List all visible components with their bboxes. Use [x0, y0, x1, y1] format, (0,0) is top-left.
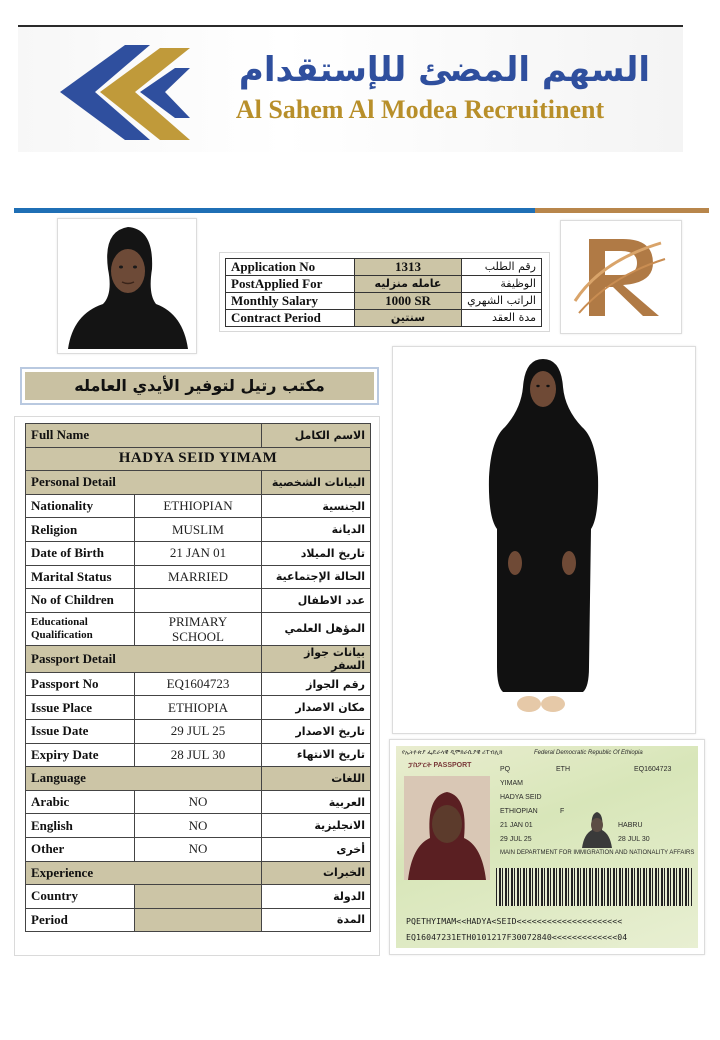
application-table: [225, 258, 542, 327]
passport-photo: [404, 776, 490, 880]
issue-date-label-ar: تاريخ الاصدار: [262, 719, 371, 743]
issue-place-label: Issue Place: [26, 696, 135, 720]
country-value: [135, 885, 262, 909]
monthly-salary-label-ar: الراتب الشهري: [462, 293, 542, 310]
logo-arabic-text: السهم المضئ للإستقدام: [238, 50, 650, 90]
passport-birth-place: HABRU: [618, 822, 643, 829]
passport-mrz-line1: PQETHYIMAM<<HADYA<SEID<<<<<<<<<<<<<<<<<<<<<: [406, 916, 623, 926]
education-label: [26, 612, 135, 645]
contract-period-label: Contract Period: [226, 310, 355, 327]
issue-date-label: Issue Date: [26, 719, 135, 743]
passport-no-label-ar: رقم الجواز: [262, 672, 371, 696]
marital-value: MARRIED: [135, 565, 262, 589]
table-row: [26, 743, 371, 767]
marital-label-ar: الحالة الإجتماعية: [262, 565, 371, 589]
full-name-label: Full Name: [26, 424, 262, 448]
office-title: مكتب رتيل لتوفير الأيدي العامله: [20, 367, 379, 405]
applicant-portrait: [57, 218, 197, 354]
table-row: [26, 814, 371, 838]
other-label-ar: أخرى: [262, 837, 371, 861]
issue-place-label-ar: مكان الاصدار: [262, 696, 371, 720]
passport-number: EQ1604723: [634, 766, 672, 773]
contract-period-label-ar: مدة العقد: [462, 310, 542, 327]
passport-type: PQ: [500, 766, 511, 773]
table-row: [26, 541, 371, 565]
applicant-full-body: [392, 346, 696, 734]
passport-expiry-date: 28 JUL 30: [618, 836, 650, 843]
table-row: [226, 293, 542, 310]
dob-label-ar: تاريخ الميلاد: [262, 541, 371, 565]
period-label-ar: المدة: [262, 908, 371, 932]
application-no-label: Application No: [226, 259, 355, 276]
period-value: [135, 908, 262, 932]
table-row: [26, 518, 371, 542]
personal-section-row: [26, 471, 371, 495]
post-applied-value: عامله منزليه: [355, 276, 462, 293]
full-name-row: [26, 447, 371, 471]
religion-value: MUSLIM: [135, 518, 262, 542]
application-no-label-ar: رقم الطلب: [462, 259, 542, 276]
nationality-label: Nationality: [26, 494, 135, 518]
passport-section-row: [26, 645, 371, 672]
english-label-ar: الانجليزية: [262, 814, 371, 838]
table-row: [26, 672, 371, 696]
passport-no-label: Passport No: [26, 672, 135, 696]
monthly-salary-value: 1000 SR: [355, 293, 462, 310]
education-value-line2: SCHOOL: [171, 628, 224, 644]
expiry-date-label: Expiry Date: [26, 743, 135, 767]
table-row: [226, 310, 542, 327]
table-row: [26, 908, 371, 932]
full-name-header-row: [26, 424, 371, 448]
passport-given-names: HADYA SEID: [500, 794, 542, 801]
expiry-date-value: 28 JUL 30: [135, 743, 262, 767]
table-row: [26, 837, 371, 861]
marital-label: Marital Status: [26, 565, 135, 589]
experience-section-row: [26, 861, 371, 885]
r-logo-icon: [561, 221, 681, 333]
expiry-date-label-ar: تاريخ الانتهاء: [262, 743, 371, 767]
other-label: Other: [26, 837, 135, 861]
experience-section-label-ar: الخبرات: [262, 861, 371, 885]
english-label: English: [26, 814, 135, 838]
passport-header-amharic: የኢትዮጵያ ፌዴራላዊ ዲሞክራሲያዊ ሪፐብሊክ: [402, 750, 503, 756]
passport-data-page: [396, 746, 698, 948]
children-label: No of Children: [26, 589, 135, 613]
table-row: [26, 719, 371, 743]
table-row: [26, 790, 371, 814]
dob-label: Date of Birth: [26, 541, 135, 565]
passport-header-english: Federal Democratic Republic Of Ethiopia: [534, 750, 643, 756]
passport-section-label-ar: بيانات جواز السفر: [262, 645, 371, 672]
contract-period-value: سنتين: [355, 310, 462, 327]
detail-table-frame: [14, 416, 380, 956]
application-no-value: 1313: [355, 259, 462, 276]
table-row: [226, 276, 542, 293]
education-label-ar: المؤهل العلمي: [262, 612, 371, 645]
monthly-salary-label: Monthly Salary: [226, 293, 355, 310]
passport-barcode: [496, 868, 692, 906]
table-row: [26, 494, 371, 518]
religion-label: Religion: [26, 518, 135, 542]
arabic-label: Arabic: [26, 790, 135, 814]
country-label: Country: [26, 885, 135, 909]
header-divider: [14, 208, 709, 213]
arabic-label-ar: العربية: [262, 790, 371, 814]
logo-english-text: Al Sahem Al Modea Recruitinent: [235, 95, 605, 124]
english-value: NO: [135, 814, 262, 838]
passport-authority: MAIN DEPARTMENT FOR IMMIGRATION AND NATIONALITY AFFAIRS: [500, 850, 695, 856]
personal-section-label-ar: البيانات الشخصية: [262, 471, 371, 495]
education-label-line1: Educational: [31, 615, 88, 628]
language-section-label-ar: اللغات: [262, 767, 371, 791]
issue-place-value: ETHIOPIA: [135, 696, 262, 720]
experience-section-label: Experience: [26, 861, 262, 885]
issue-date-value: 29 JUL 25: [135, 719, 262, 743]
full-name-value: HADYA SEID YIMAM: [26, 447, 371, 471]
passport-section-label: Passport Detail: [26, 645, 262, 672]
nationality-value: ETHIOPIAN: [135, 494, 262, 518]
religion-label-ar: الديانة: [262, 518, 371, 542]
arabic-value: NO: [135, 790, 262, 814]
passport-no-value: EQ1604723: [135, 672, 262, 696]
education-value: [135, 612, 262, 645]
children-value: [135, 589, 262, 613]
table-row: [26, 612, 371, 645]
passport-code: ETH: [556, 766, 570, 773]
post-applied-label: PostApplied For: [226, 276, 355, 293]
passport-mrz-line2: EQ16047231ETH0101217F30072840<<<<<<<<<<<<<04: [406, 932, 628, 942]
passport-surname: YIMAM: [500, 780, 523, 787]
passport-issue-date: 29 JUL 25: [500, 836, 532, 843]
language-section-label: Language: [26, 767, 262, 791]
dob-value: 21 JAN 01: [135, 541, 262, 565]
table-row: [26, 885, 371, 909]
table-row: [226, 259, 542, 276]
detail-table: [25, 423, 371, 932]
children-label-ar: عدد الاطفال: [262, 589, 371, 613]
education-label-line2: Qualification: [31, 628, 93, 641]
full-body-photo-icon: [393, 347, 695, 733]
education-value-line1: PRIMARY: [168, 613, 228, 629]
personal-section-label: Personal Detail: [26, 471, 262, 495]
portrait-photo-icon: [58, 219, 196, 353]
country-label-ar: الدولة: [262, 885, 371, 909]
passport-label: ፓስፖርት PASSPORT: [408, 762, 472, 769]
passport-image: [389, 739, 705, 955]
passport-nationality: ETHIOPIAN: [500, 808, 538, 815]
passport-ghost-photo: [580, 808, 614, 848]
passport-sex: F: [560, 808, 565, 815]
table-row: [26, 696, 371, 720]
full-name-label-ar: الاسم الكامل: [262, 424, 371, 448]
language-section-row: [26, 767, 371, 791]
passport-birth-date: 21 JAN 01: [500, 822, 533, 829]
post-applied-label-ar: الوظيفة: [462, 276, 542, 293]
r-letter-logo: [560, 220, 682, 334]
table-row: [26, 589, 371, 613]
table-row: [26, 565, 371, 589]
other-value: NO: [135, 837, 262, 861]
period-label: Period: [26, 908, 135, 932]
nationality-label-ar: الجنسية: [262, 494, 371, 518]
chevron-arrow-logo: [55, 40, 195, 150]
